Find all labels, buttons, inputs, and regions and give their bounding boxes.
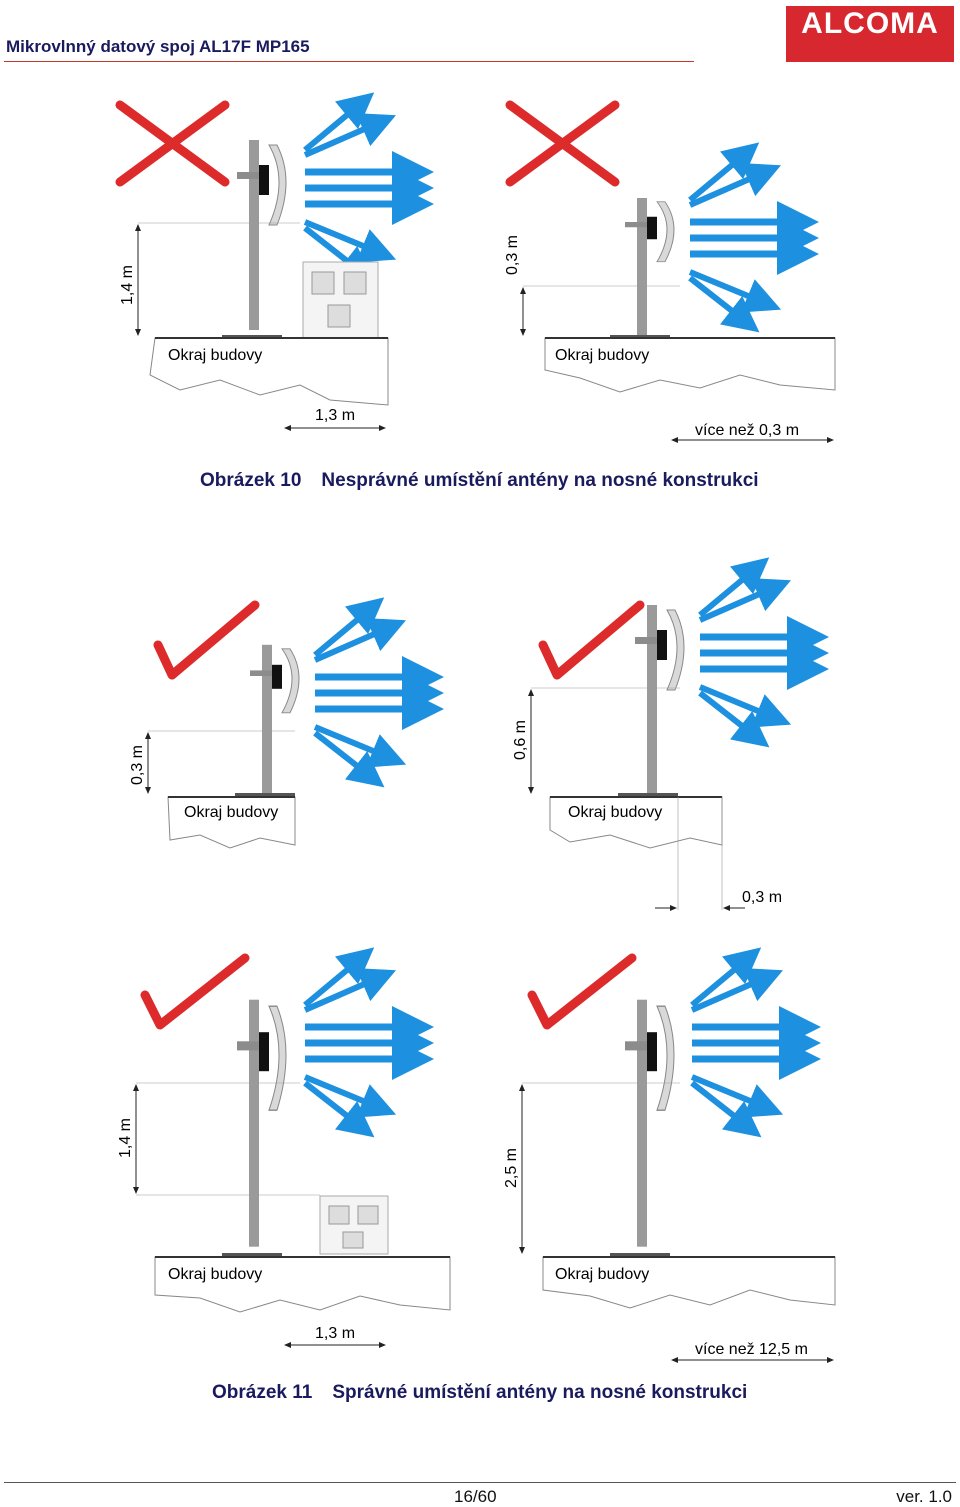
edge-label: Okraj budovy (168, 1266, 263, 1283)
height-label: 1,4 m (117, 1117, 134, 1159)
roof-box (303, 262, 378, 338)
correct-check-icon (532, 958, 632, 1025)
page-number: 16/60 (454, 1487, 497, 1506)
edge-label: Okraj budovy (168, 347, 263, 364)
fig11-panel-1 (129, 605, 430, 848)
figure11-number: Obrázek 11 (212, 1382, 313, 1403)
wrong-cross-icon (120, 105, 225, 182)
fig10-panel-2 (504, 105, 835, 440)
figure10-number: Obrázek 10 (200, 470, 302, 491)
distance-label: více než 0,3 m (695, 422, 800, 439)
distance-label: 1,3 m (315, 407, 356, 424)
distance-label: 1,3 m (315, 1325, 356, 1342)
edge-label: Okraj budovy (184, 804, 279, 821)
distance-label: více než 12,5 m (695, 1341, 808, 1358)
height-label: 0,3 m (504, 234, 521, 276)
fig11-panel-4 (503, 955, 835, 1360)
height-label: 0,3 m (129, 744, 146, 786)
edge-label: Okraj budovy (555, 1266, 650, 1283)
fig11-panel-3 (117, 955, 450, 1345)
roof-box (320, 1196, 388, 1254)
correct-check-icon (543, 605, 640, 675)
edge-label: Okraj budovy (555, 347, 650, 364)
distance-label: 0,3 m (742, 889, 783, 906)
fig10-panel-1 (119, 100, 420, 428)
height-label: 2,5 m (503, 1147, 520, 1189)
edge-label: Okraj budovy (568, 804, 663, 821)
figure10-caption (200, 470, 759, 492)
footer-rule (4, 1482, 956, 1483)
header-title: Mikrovlnný datový spoj AL17F MP165 (6, 37, 310, 56)
alcoma-logo: ALCOMA (786, 6, 954, 62)
figure11-caption (212, 1382, 747, 1404)
height-label: 1,4 m (119, 264, 136, 306)
version: ver. 1.0 (896, 1487, 952, 1506)
fig11-panel-2 (512, 565, 815, 910)
wrong-cross-icon (510, 105, 615, 182)
figure10-text: Nesprávné umístění antény na nosné konstrukci (321, 470, 759, 491)
correct-check-icon (158, 605, 255, 675)
height-label: 0,6 m (512, 719, 529, 761)
figure11-text: Správné umístění antény na nosné konstrukci (332, 1382, 748, 1403)
correct-check-icon (145, 958, 245, 1025)
